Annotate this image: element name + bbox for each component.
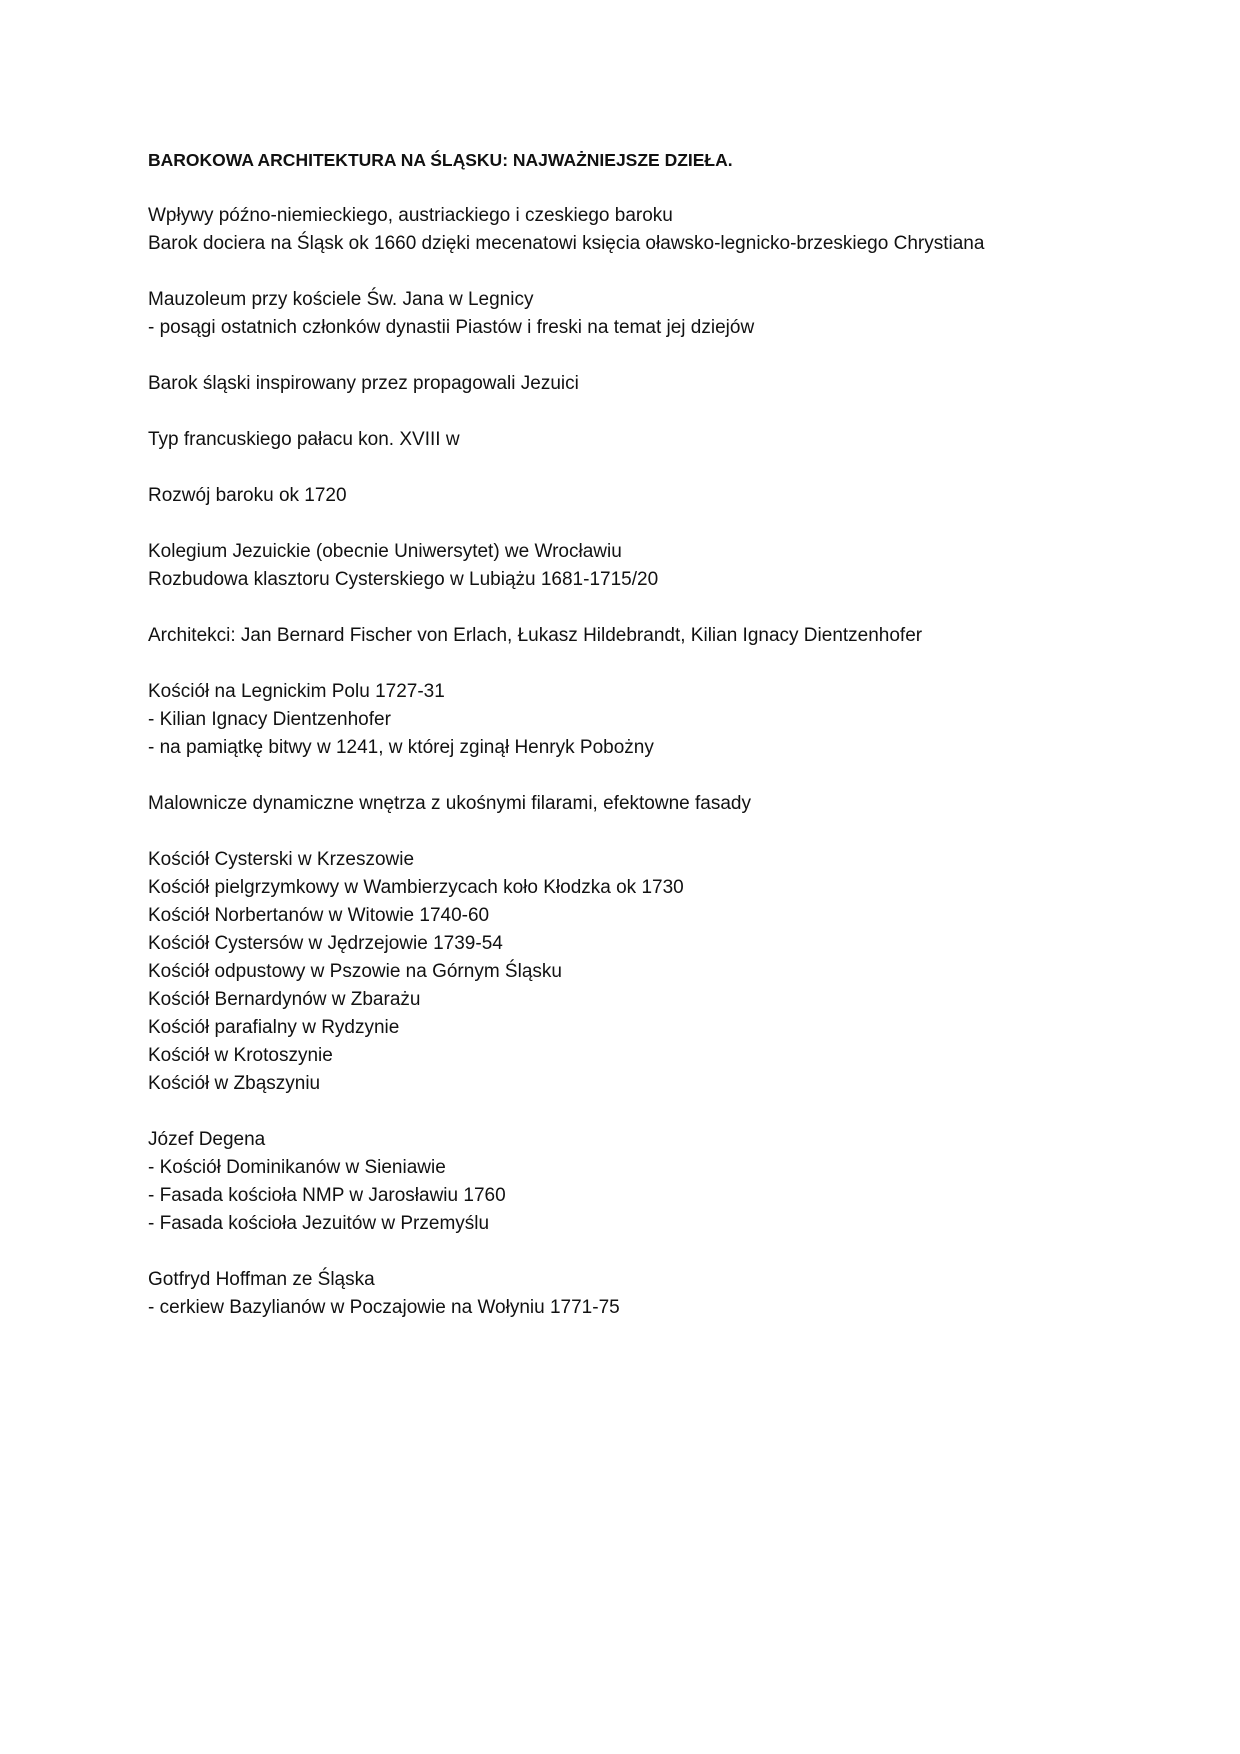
document-line: Typ francuskiego pałacu kon. XVIII w [148, 429, 460, 450]
document-line: Kościół w Zbąszyniu [148, 1073, 321, 1094]
document-line: Kościół Norbertanów w Witowie 1740-60 [148, 905, 490, 926]
document-line: Kościół w Krotoszynie [148, 1045, 333, 1066]
document-line: Kościół Cystersów w Jędrzejowie 1739-54 [148, 933, 503, 954]
document-line: - Kościół Dominikanów w Sieniawie [148, 1157, 446, 1178]
document-section [148, 790, 1128, 818]
document-line: Kościół odpustowy w Pszowie na Górnym Śląsku [148, 961, 562, 982]
document-line: Kościół Cysterski w Krzeszowie [148, 849, 415, 870]
document-line: - na pamiątkę bitwy w 1241, w której zginął Henryk Pobożny [148, 737, 654, 758]
document-line: Rozbudowa klasztoru Cysterskiego w Lubiążu 1681-1715/20 [148, 569, 659, 590]
document-line: Kościół pielgrzymkowy w Wambierzycach koło Kłodzka ok 1730 [148, 877, 684, 898]
document-line: Wpływy późno-niemieckiego, austriackiego i czeskiego baroku [148, 205, 673, 226]
document-line: - cerkiew Bazylianów w Poczajowie na Wołyniu 1771-75 [148, 1297, 620, 1318]
document-section [148, 846, 1128, 1098]
document-section [148, 286, 1128, 342]
document-line: Gotfryd Hoffman ze Śląska [148, 1269, 375, 1290]
document-line: Malownicze dynamiczne wnętrza z ukośnymi filarami, efektowne fasady [148, 793, 751, 814]
document-line: Barok śląski inspirowany przez propagowali Jezuici [148, 373, 579, 394]
document-title: BAROKOWA ARCHITEKTURA NA ŚLĄSKU: NAJWAŻNIEJSZE DZIEŁA. [148, 150, 733, 170]
document-section [148, 202, 1128, 258]
document-line: Kościół parafialny w Rydzynie [148, 1017, 400, 1038]
document-line: Barok dociera na Śląsk ok 1660 dzięki mecenatowi księcia oławsko-legnicko-brzeskiego Chrystiana [148, 233, 985, 254]
document-line: - posągi ostatnich członków dynastii Piastów i freski na temat jej dziejów [148, 317, 755, 338]
document-section [148, 426, 1128, 454]
document-line: Kolegium Jezuickie (obecnie Uniwersytet) we Wrocławiu [148, 541, 622, 562]
document-line: Mauzoleum przy kościele Św. Jana w Legnicy [148, 289, 534, 310]
document-section [148, 1266, 1128, 1322]
document-line: - Kilian Ignacy Dientzenhofer [148, 709, 391, 730]
document-line: Kościół na Legnickim Polu 1727-31 [148, 681, 445, 702]
document-body [148, 202, 1128, 1322]
document-line: - Fasada kościoła NMP w Jarosławiu 1760 [148, 1185, 506, 1206]
document-line: Architekci: Jan Bernard Fischer von Erlach, Łukasz Hildebrandt, Kilian Ignacy Dientzenhofer [148, 625, 923, 646]
document-section [148, 482, 1128, 510]
document-line: Rozwój baroku ok 1720 [148, 485, 347, 506]
document-section [148, 538, 1128, 594]
document-line: Kościół Bernardynów w Zbarażu [148, 989, 421, 1010]
document-section [148, 370, 1128, 398]
document-section [148, 1126, 1128, 1238]
document-line: - Fasada kościoła Jezuitów w Przemyślu [148, 1213, 490, 1234]
document-section [148, 622, 1128, 650]
document-line: Józef Degena [148, 1129, 266, 1150]
document-page [148, 146, 1128, 1350]
document-section [148, 678, 1128, 762]
